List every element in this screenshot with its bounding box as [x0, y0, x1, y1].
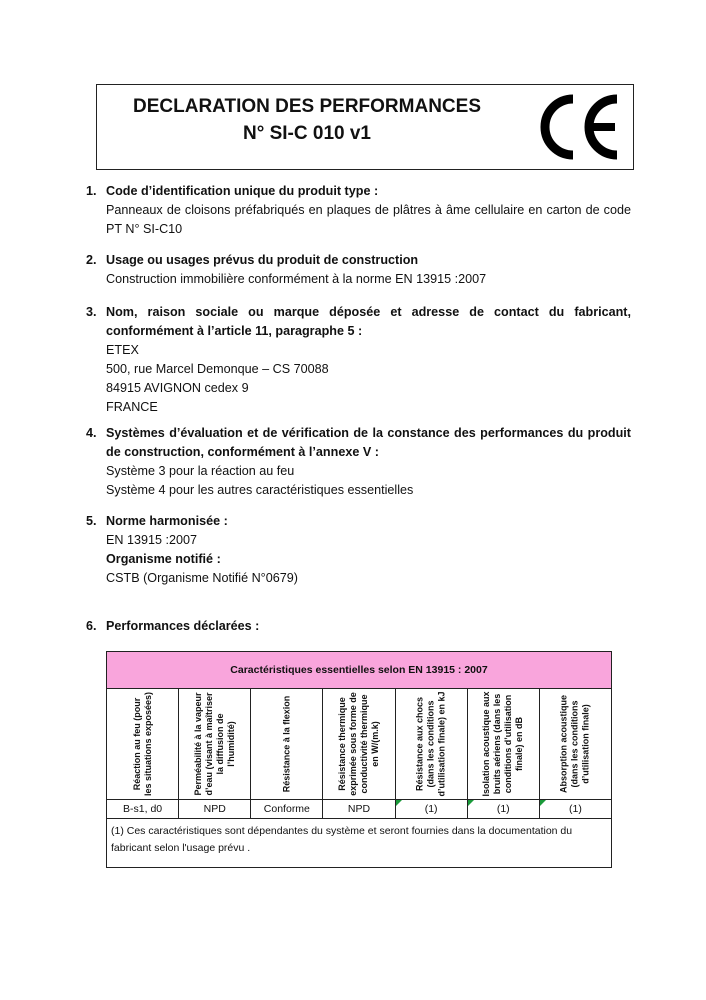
table-row: [107, 800, 612, 819]
table-header-cell: Résistance aux chocs (dans les conditions d’utilisation finale) en kJ: [395, 689, 467, 800]
table-cell: Conforme: [251, 800, 323, 819]
section-text: Construction immobilière conformément à la norme EN 13915 :2007: [106, 272, 487, 286]
document-title: DECLARATION DES PERFORMANCES: [133, 96, 481, 117]
table-cell: NPD: [323, 800, 395, 819]
section-number: 5.: [86, 514, 97, 528]
section-text: CSTB (Organisme Notifié N°0679): [106, 571, 298, 585]
section-number: 3.: [86, 305, 97, 319]
section-3: [86, 303, 631, 417]
document-number: N° SI-C 010 v1: [243, 123, 371, 144]
section-number: 2.: [86, 253, 97, 267]
address-line: 84915 AVIGNON cedex 9: [106, 381, 249, 395]
table-cell: (1): [467, 800, 539, 819]
section-number: 1.: [86, 184, 97, 198]
section-number: 4.: [86, 426, 97, 440]
address-line: FRANCE: [106, 400, 158, 414]
section-heading: Performances déclarées :: [106, 619, 260, 633]
section-6: [86, 617, 631, 636]
section-text: Système 3 pour la réaction au feu: [106, 464, 295, 478]
section-5: [86, 512, 631, 588]
table-header-cell: Isolation acoustique aux bruits aériens (dans les conditions d’utilisation finale) en dB: [467, 689, 539, 800]
table-cell: (1): [395, 800, 467, 819]
table-cell: B-s1, d0: [107, 800, 179, 819]
table-header-row: [107, 689, 612, 800]
section-heading: Nom, raison sociale ou marque déposée et adresse de contact du fabricant, conformément à l’article 11, paragraphe 5 :: [106, 305, 631, 338]
section-text: EN 13915 :2007: [106, 533, 198, 547]
section-heading: Usage ou usages prévus du produit de construction: [106, 253, 419, 267]
section-1: [86, 182, 631, 239]
table-header-cell: Résistance thermique exprimée sous forme de conductivité thermique en W/(m.k): [323, 689, 395, 800]
section-text: Système 4 pour les autres caractéristiques essentielles: [106, 483, 414, 497]
section-subheading: Organisme notifié :: [106, 552, 221, 566]
address-line: ETEX: [106, 343, 139, 357]
section-heading: Systèmes d’évaluation et de vérification de la constance des performances du produit de construction, conformément à l’annexe V :: [106, 426, 631, 459]
address-line: 500, rue Marcel Demonque – CS 70088: [106, 362, 329, 376]
table-header-cell: Résistance à la flexion: [251, 689, 323, 800]
section-2: [86, 251, 631, 289]
ce-mark-icon: [537, 93, 623, 161]
table-cell: (1): [539, 800, 611, 819]
table-cell: NPD: [179, 800, 251, 819]
table-header-cell: Réaction au feu (pour les situations exposées): [107, 689, 179, 800]
section-4: [86, 424, 631, 500]
section-heading: Code d’identification unique du produit type :: [106, 184, 379, 198]
section-text: Panneaux de cloisons préfabriqués en plaques de plâtres à âme cellulaire en carton de code PT N° SI-C10: [106, 203, 631, 236]
table-title: Caractéristiques essentielles selon EN 13915 : 2007: [107, 652, 612, 689]
table-header-cell: Absorption acoustique (dans les conditions d’utilisation finale): [539, 689, 611, 800]
section-heading: Norme harmonisée :: [106, 514, 228, 528]
header-box: [96, 84, 634, 170]
table-note: (1) Ces caractéristiques sont dépendantes du système et seront fournies dans la documentation du fabricant selon l'usage prévu .: [107, 819, 612, 868]
section-number: 6.: [86, 619, 97, 633]
performance-table: [106, 651, 612, 868]
table-header-cell: Perméabilité à la vapeur d’eau (visant à maîtriser la diffusion de l’humidité): [179, 689, 251, 800]
